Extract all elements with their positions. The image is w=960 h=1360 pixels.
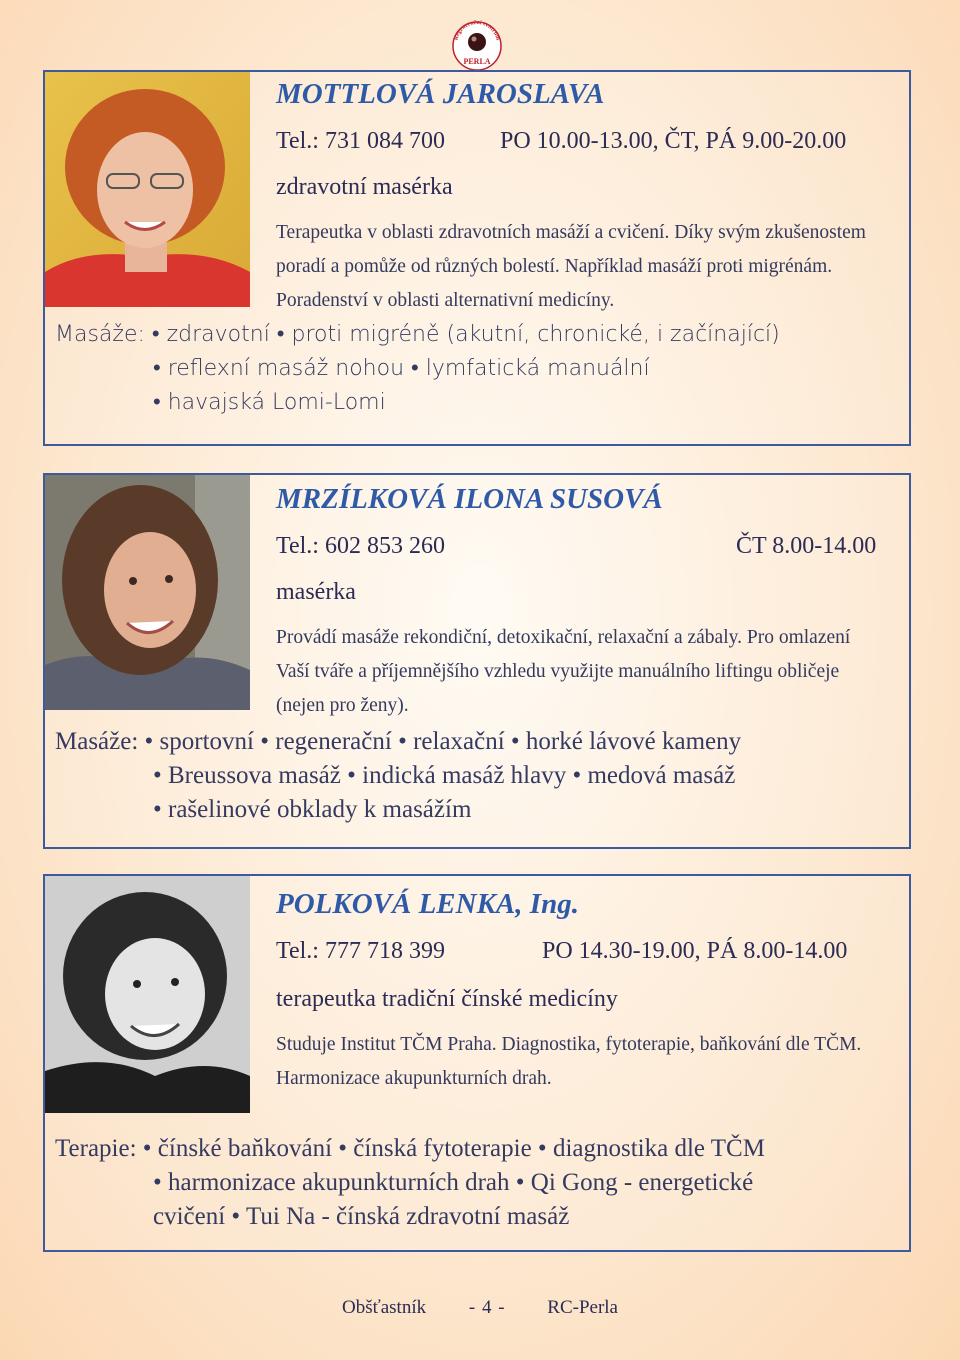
services-line-3: cvičení • Tui Na - čínská zdravotní masáž — [153, 1203, 570, 1230]
services-line-3: • havajská Lomi-Lomi — [153, 390, 386, 415]
page-footer — [0, 1297, 960, 1319]
services-label: Terapie: — [55, 1135, 137, 1162]
therapist-phone: Tel.: 777 718 399 — [276, 938, 445, 964]
therapist-phone: Tel.: 731 084 700 — [276, 128, 445, 154]
therapist-photo — [45, 876, 250, 1113]
logo-ring-text: Regenerační centrum — [453, 20, 501, 42]
services-line — [55, 725, 905, 759]
therapist-phone: Tel.: 602 853 260 — [276, 533, 445, 559]
therapist-role: zdravotní masérka — [276, 174, 453, 200]
services-line-2: • reflexní masáž nohou • lymfatická manuální — [153, 356, 650, 381]
services-line — [55, 318, 905, 352]
therapist-role: masérka — [276, 579, 356, 605]
services-line-1: • čínské baňkování • čínská fytoterapie • diagnostika dle TČM — [142, 1135, 765, 1162]
page-number: - 4 - — [468, 1297, 505, 1318]
services-list — [55, 318, 905, 420]
therapist-name: MOTTLOVÁ JAROSLAVA — [276, 78, 605, 110]
footer-brand: RC-Perla — [547, 1297, 618, 1318]
services-line-2: • harmonizace akupunkturních drah • Qi Gong - energetické — [153, 1169, 754, 1196]
services-line-2: • Breussova masáž • indická masáž hlavy • medová masáž — [153, 762, 736, 789]
therapist-card-3 — [43, 874, 911, 1252]
services-line-1: • zdravotní • proti migréně (akutní, chronické, i začínající) — [151, 322, 780, 347]
therapist-description: Studuje Institut TČM Praha. Diagnostika, fytoterapie, baňkování dle TČM. Harmonizace akupunkturních drah. — [276, 1034, 862, 1089]
therapist-photo — [45, 72, 250, 307]
therapist-hours: PO 10.00-13.00, ČT, PÁ 9.00-20.00 — [500, 128, 847, 154]
perla-logo — [447, 20, 507, 72]
therapist-card-2 — [43, 473, 911, 849]
services-list — [55, 1132, 905, 1234]
therapist-photo — [45, 475, 250, 710]
logo-brand-text: PERLA — [463, 57, 491, 66]
services-line-1: • sportovní • regenerační • relaxační • horké lávové kameny — [144, 728, 742, 755]
therapist-card-1 — [43, 70, 911, 446]
services-line — [55, 1132, 905, 1166]
therapist-name: MRZÍLKOVÁ ILONA SUSOVÁ — [276, 483, 663, 515]
therapist-description: Provádí masáže rekondiční, detoxikační, relaxační a zábaly. Pro omlazení Vaší tváře a příjemnějšího vzhledu využijte manuálního liftingu obličeje (nejen pro ženy). — [276, 627, 851, 716]
services-label: Masáže: — [55, 728, 139, 755]
therapist-hours: PO 14.30-19.00, PÁ 8.00-14.00 — [542, 938, 848, 964]
therapist-role: terapeutka tradiční čínské medicíny — [276, 986, 618, 1012]
services-list — [55, 725, 905, 827]
therapist-description: Terapeutka v oblasti zdravotních masáží a cvičení. Díky svým zkušenostem poradí a pomůže od různých bolestí. Například masáží proti migrénám. Poradenství v oblasti alternativní medicíny. — [276, 222, 866, 311]
footer-publication: Obšťastník — [342, 1297, 427, 1318]
services-line-3: • rašelinové obklady k masážím — [153, 796, 472, 823]
therapist-hours: ČT 8.00-14.00 — [736, 533, 877, 559]
therapist-name: POLKOVÁ LENKA, Ing. — [276, 888, 579, 920]
services-label: Masáže: — [55, 322, 145, 347]
